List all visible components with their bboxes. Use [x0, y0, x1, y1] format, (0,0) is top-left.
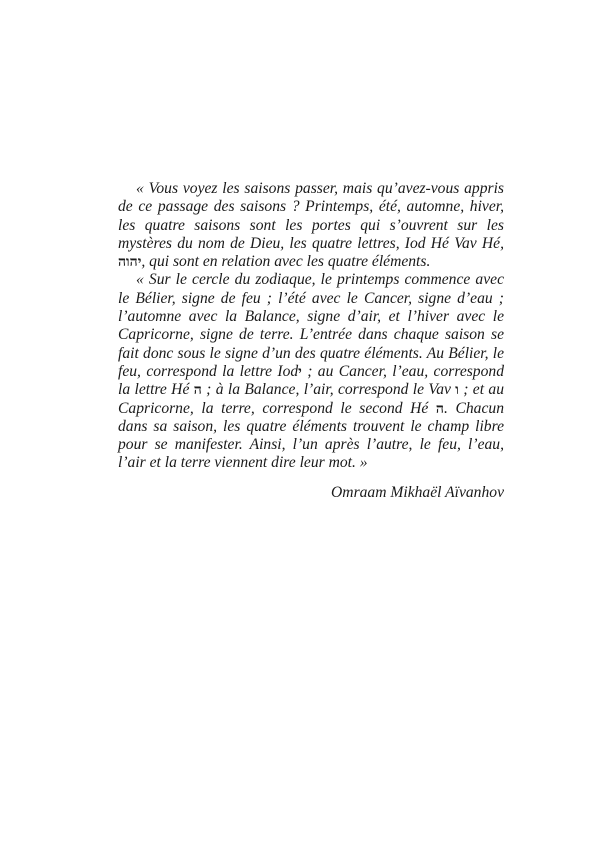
paragraph-2-part-2: ; au Cancer, l’eau, correspond la lettre Hé — [118, 362, 504, 399]
quote-block — [118, 180, 504, 502]
quote-paragraph-2 — [118, 271, 504, 472]
hebrew-letter-he-first: ה — [193, 382, 202, 399]
quote-paragraph-1 — [118, 180, 504, 271]
paragraph-2-part-5: . Chacun dans sa saison, les quatre éléments trouvent le champ libre pour se manifester. Ainsi, l’un après l’autre, le feu, l’eau, l’air et la terre viennent dire leur mot. » — [118, 399, 504, 472]
paragraph-2-part-1: « Sur le cercle du zodiaque, le printemps commence avec le Bélier, signe de feu ; l’été avec le Cancer, signe d’eau ; l’automne avec la Balance, signe d’air, et l’hiver avec le Capricorne, signe de terre. L’entrée dans chaque saison se fait donc sous le signe d’un des quatre éléments. Au Bélier, le feu, correspond la lettre Iod — [118, 271, 504, 380]
hebrew-letter-iod: י — [298, 363, 302, 380]
hebrew-divine-name: יהוה — [118, 254, 142, 271]
hebrew-letter-vav: ו — [455, 382, 459, 399]
hebrew-letter-he-second: ה — [435, 400, 444, 417]
paragraph-2-part-4: ; et au Capricorne, la terre, correspond le second Hé — [118, 381, 504, 417]
paragraph-1-text-after: , qui sont en relation avec les quatre éléments. — [141, 253, 431, 271]
paragraph-1-text-before: « Vous voyez les saisons passer, mais qu’avez-vous appris de ce passage des saisons ? Printemps, été, automne, hiver, les quatre saisons sont les portes qui s’ouvrent sur les mystères du nom de Dieu, les quatre lettres, Iod Hé Vav Hé, — [118, 180, 504, 252]
paragraph-2-part-3: ; à la Balance, l’air, correspond le Vav — [201, 381, 456, 399]
attribution: Omraam Mikhaël Aïvanhov — [331, 483, 504, 501]
